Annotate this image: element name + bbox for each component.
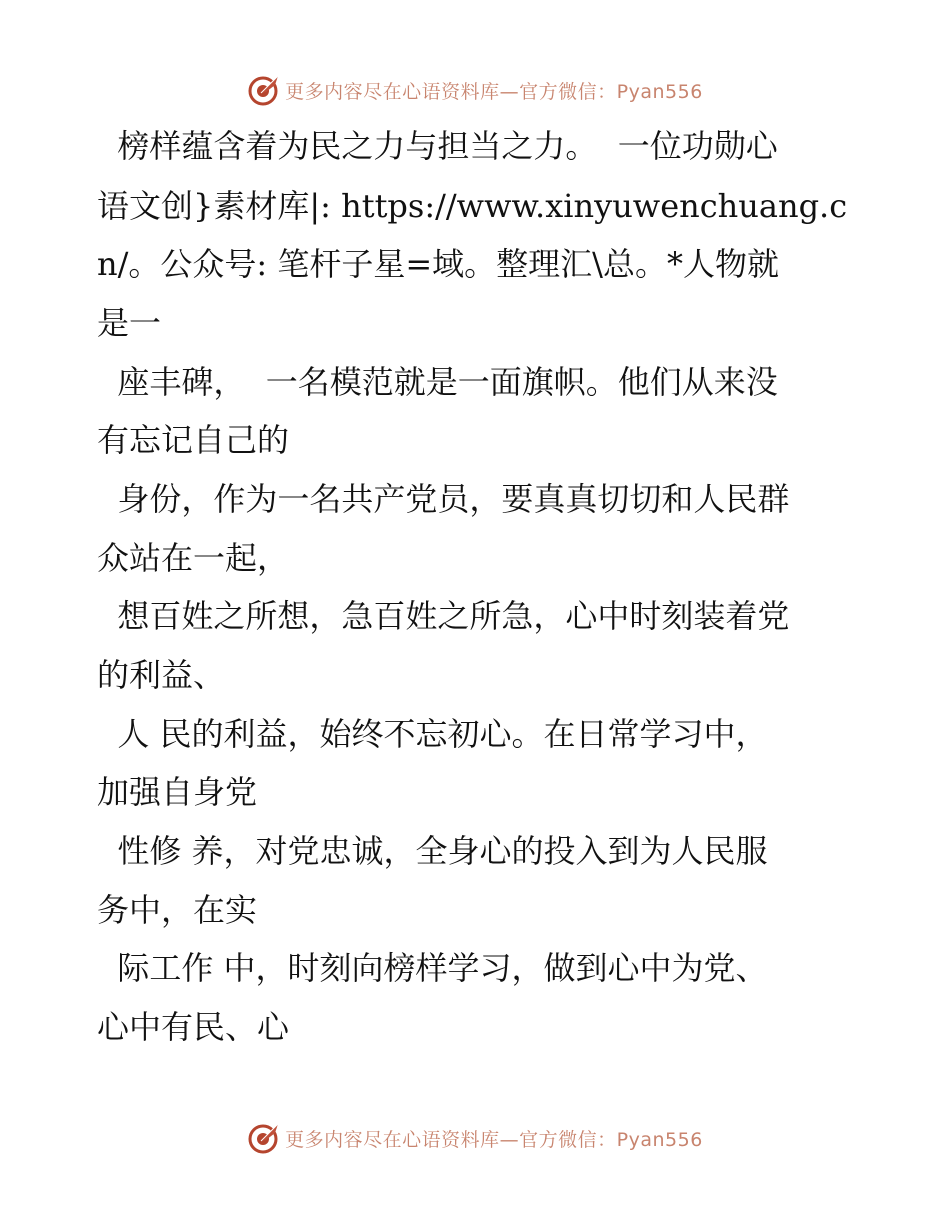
body-line-4: 是一	[97, 304, 162, 342]
body-line-1: 榜样蕴含着为民之力与担当之力。 一位功勋心	[97, 127, 778, 165]
body-line-6: 有忘记自己的	[97, 421, 290, 459]
quill-logo-icon	[247, 1121, 281, 1155]
body-line-2: 语文创}素材库|: https://www.xinyuwenchuang.c	[97, 187, 848, 225]
body-line-16: 心中有民、心	[97, 1008, 290, 1046]
body-line-14: 务中，在实	[97, 891, 258, 929]
body-line-15: 际工作 中，时刻向榜样学习，做到心中为党、	[97, 949, 768, 987]
header-watermark-banner	[0, 70, 950, 110]
body-line-10: 的利益、	[97, 656, 226, 694]
body-line-5: 座丰碑， 一名模范就是一面旗帜。他们从来没	[97, 363, 778, 401]
body-line-7: 身份，作为一名共产党员，要真真切切和人民群	[97, 480, 790, 518]
footer-watermark-banner	[0, 1118, 950, 1158]
body-line-13: 性修 养，对党忠诚，全身心的投入到为人民服	[97, 832, 768, 870]
body-line-11: 人 民的利益，始终不忘初心。在日常学习中，	[97, 715, 768, 753]
body-line-12: 加强自身党	[97, 773, 258, 811]
body-line-8: 众站在一起，	[97, 539, 290, 577]
body-line-9: 想百姓之所想，急百姓之所急，心中时刻装着党	[97, 597, 790, 635]
footer-watermark-text: 更多内容尽在心语资料库—官方微信：Pyan556	[285, 1128, 703, 1151]
quill-logo-icon	[247, 73, 281, 107]
body-line-3: n/。公众号: 笔杆子星=域。整理汇\总。*人物就	[97, 245, 779, 283]
header-watermark-text: 更多内容尽在心语资料库—官方微信：Pyan556	[285, 80, 703, 103]
